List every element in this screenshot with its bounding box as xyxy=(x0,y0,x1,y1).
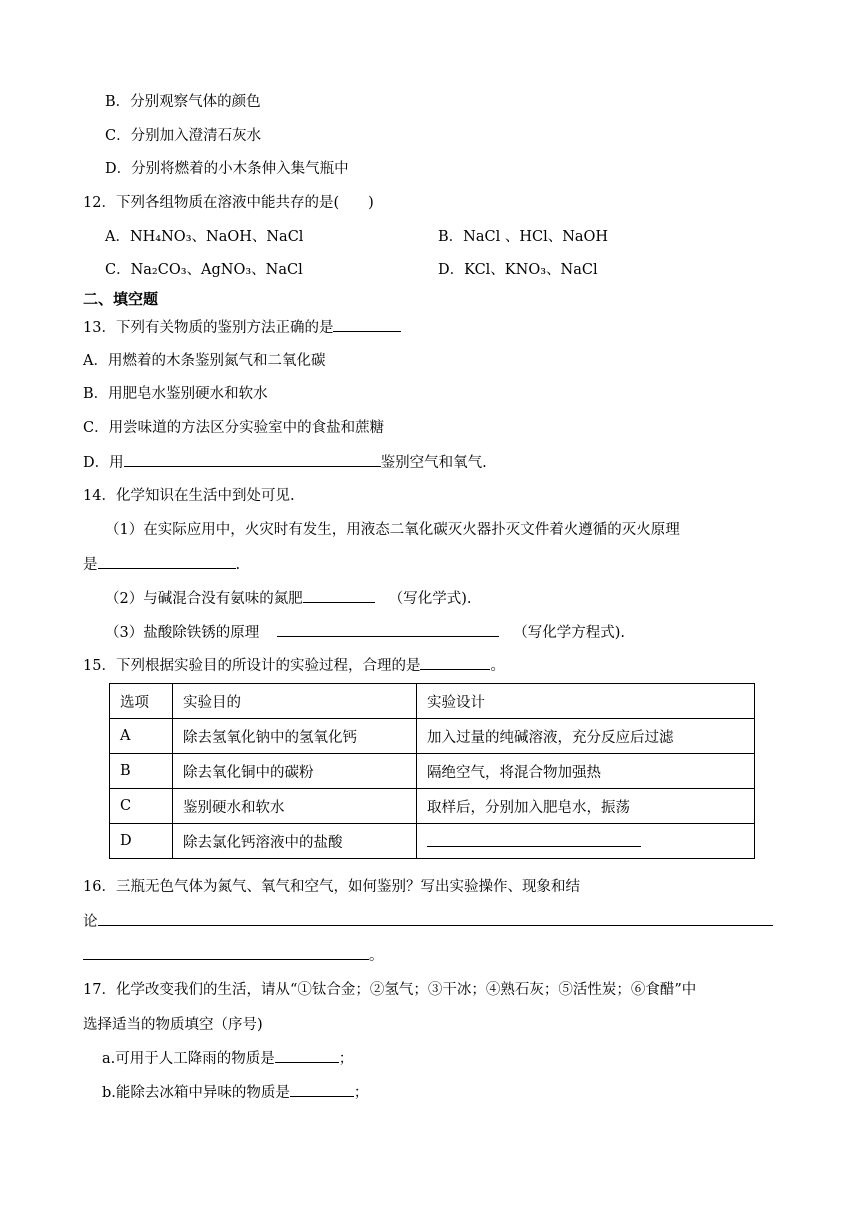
section-title: 二、填空题 xyxy=(83,290,159,308)
row-design: 隔绝空气，将混合物加强热 xyxy=(417,754,755,789)
q14-part3-pre: （3）盐酸除铁锈的原理 xyxy=(105,625,260,641)
q16-stem: 16．三瓶无色气体为氮气、氧气和空气，如何鉴别？写出实验操作、现象和结 xyxy=(83,879,580,895)
q12-option-b: B．NaCl 、HCl、NaOH xyxy=(438,229,609,245)
q13-option-d-line xyxy=(83,452,487,473)
q12-stem: 12．下列各组物质在溶液中能共存的是( ) xyxy=(83,195,374,211)
q15-table xyxy=(109,683,755,859)
row-option: B xyxy=(110,754,173,789)
row-purpose: 除去氢氧化钠中的氢氧化钙 xyxy=(173,719,417,754)
row-design: 取样后，分别加入肥皂水，振荡 xyxy=(417,789,755,824)
q13-option-d-post: 鉴别空气和氧气. xyxy=(380,455,487,471)
table-row xyxy=(110,824,755,859)
q13-option-d-blank[interactable] xyxy=(124,452,381,467)
q13-option-c: C．用尝味道的方法区分实验室中的食盐和蔗糖 xyxy=(83,420,385,436)
q14-part3-post: （写化学方程式). xyxy=(513,625,625,641)
row-design-blank-cell xyxy=(417,824,755,859)
q15-stem-end: 。 xyxy=(490,658,505,674)
q11-option-b: B．分别观察气体的颜色 xyxy=(105,94,261,110)
header-design: 实验设计 xyxy=(417,684,755,719)
q14-part1: （1）在实际应用中，火灾时有发生，用液态二氧化碳灭火器扑灭文件着火遵循的灭火原理 xyxy=(105,522,680,538)
q14-part1-cont: 是 xyxy=(83,557,98,573)
q13-option-b: B．用肥皂水鉴别硬水和软水 xyxy=(83,386,268,402)
q14-part2-line xyxy=(105,588,472,609)
q17-a-post: ； xyxy=(338,1051,354,1067)
q16-end: 。 xyxy=(369,948,384,964)
table-header-row xyxy=(110,684,755,719)
q13-stem: 13．下列有关物质的鉴别方法正确的是 xyxy=(83,320,334,336)
row-option: C xyxy=(110,789,173,824)
row-purpose: 除去氧化铜中的碳粉 xyxy=(173,754,417,789)
q13-stem-line xyxy=(83,317,401,338)
q16-cont: 论 xyxy=(83,914,98,930)
q15-stem-line xyxy=(83,655,505,676)
q15-answer-blank[interactable] xyxy=(420,655,490,670)
table-row xyxy=(110,754,755,789)
q14-part3-line xyxy=(105,622,625,643)
q14-part2-post: （写化学式). xyxy=(388,591,472,607)
q17-b-post: ； xyxy=(353,1085,369,1101)
q14-part1-end: . xyxy=(235,557,241,573)
table-row xyxy=(110,789,755,824)
q17-a-pre: a.可用于人工降雨的物质是 xyxy=(102,1051,275,1067)
row-option: D xyxy=(110,824,173,859)
q13-option-a: A．用燃着的木条鉴别氮气和二氧化碳 xyxy=(83,353,326,369)
q17-b-line xyxy=(102,1082,368,1103)
q16-answer-blank-2[interactable] xyxy=(83,945,369,960)
row-purpose: 除去氯化钙溶液中的盐酸 xyxy=(173,824,417,859)
q13-answer-blank[interactable] xyxy=(333,317,401,332)
q16-cont-line xyxy=(83,911,773,932)
q14-part1-blank[interactable] xyxy=(98,554,236,569)
q12-option-a: A．NH₄NO₃、NaOH、NaCl xyxy=(105,229,304,245)
q17-b-blank[interactable] xyxy=(290,1082,354,1097)
q12-option-c: C．Na₂CO₃、AgNO₃、NaCl xyxy=(105,262,303,278)
q14-part1-cont-line xyxy=(83,554,240,575)
q11-option-d: D．分别将燃着的小木条伸入集气瓶中 xyxy=(105,161,349,177)
q14-part3-blank[interactable] xyxy=(277,622,499,637)
table-row xyxy=(110,719,755,754)
q16-end-line xyxy=(83,945,384,966)
q17-b-pre: b.能除去冰箱中异味的物质是 xyxy=(102,1085,290,1101)
q16-answer-blank-1[interactable] xyxy=(98,911,773,926)
q14-part2-pre: （2）与碱混合没有氨味的氮肥 xyxy=(105,591,303,607)
q17-a-line xyxy=(102,1048,353,1069)
q14-part2-blank[interactable] xyxy=(303,588,375,603)
row-design: 加入过量的纯碱溶液，充分反应后过滤 xyxy=(417,719,755,754)
q17-stem-2: 选择适当的物质填空（序号) xyxy=(83,1017,263,1033)
q17-a-blank[interactable] xyxy=(275,1048,339,1063)
q13-option-d-pre: D．用 xyxy=(83,455,124,471)
q14-stem: 14．化学知识在生活中到处可见. xyxy=(83,488,295,504)
q15-stem: 15．下列根据实验目的所设计的实验过程，合理的是 xyxy=(83,658,421,674)
q12-option-d: D．KCl、KNO₃、NaCl xyxy=(438,262,598,278)
row-option: A xyxy=(110,719,173,754)
header-option: 选项 xyxy=(110,684,173,719)
q11-option-c: C．分别加入澄清石灰水 xyxy=(105,128,262,144)
row-purpose: 鉴别硬水和软水 xyxy=(173,789,417,824)
header-purpose: 实验目的 xyxy=(173,684,417,719)
q17-stem: 17．化学改变我们的生活，请从“①钛合金；②氢气；③干冰；④熟石灰；⑤活性炭；⑥食醋”中 xyxy=(83,982,697,998)
q15-row-d-blank[interactable] xyxy=(427,832,641,847)
